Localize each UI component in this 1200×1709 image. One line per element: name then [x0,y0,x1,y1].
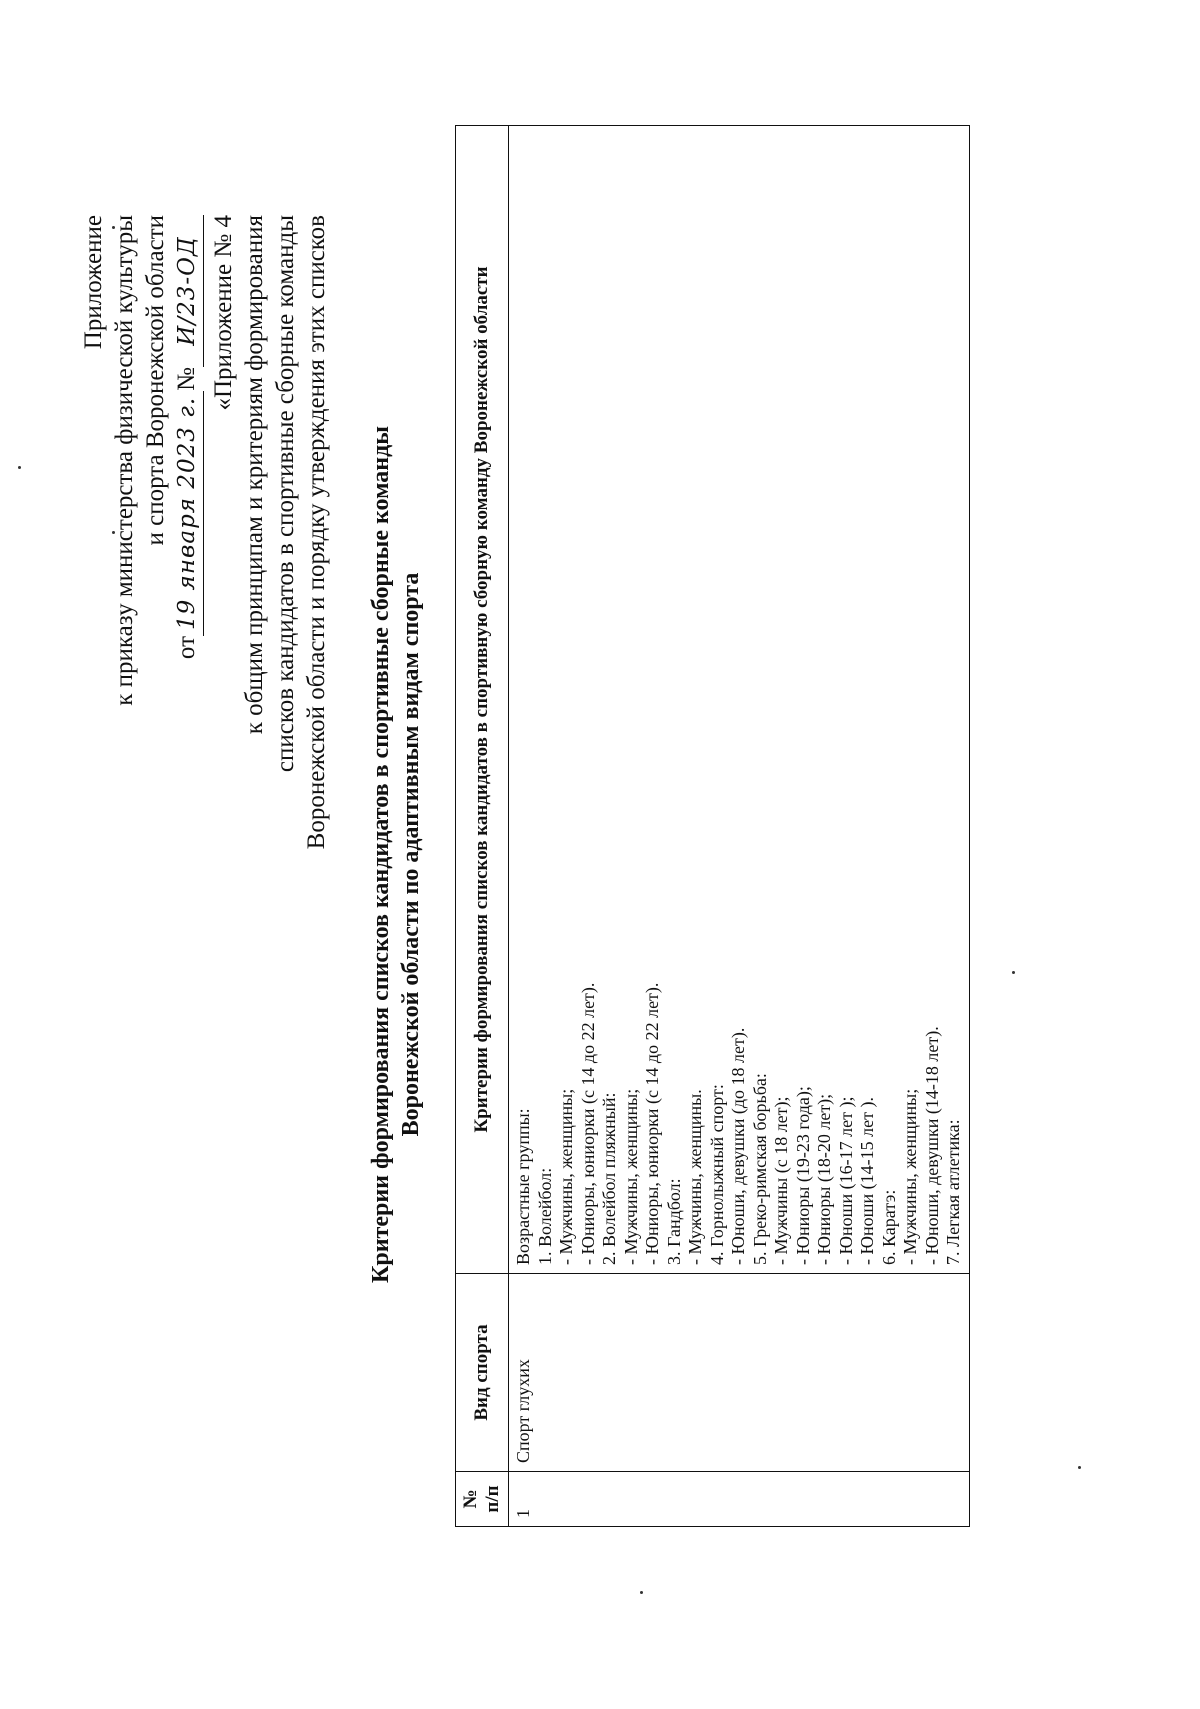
order-header [78,215,204,706]
title-line-2: Воронежской области по адаптивным видам спорта [398,572,424,1137]
date-line [171,215,204,706]
number-label: № [173,367,200,391]
header-title: Приложение [80,215,107,350]
criteria-line: - Юноши, девушки (14-18 лет). [921,1026,942,1265]
criteria-line: - Мужчины, женщины. [685,1089,705,1265]
row-criteria [509,126,970,1274]
header-sport: Вид спорта [456,1274,509,1472]
criteria-line: - Юноши (14-15 лет ). [857,1097,877,1265]
document-title [366,0,426,1709]
criteria-line: - Юноши (16-17 лет ); [835,1096,856,1265]
criteria-line: 1. Волейбол: [534,1167,555,1265]
criteria-line: - Юноши, девушки (до 18 лет). [728,1027,748,1265]
row-sport: Спорт глухих [509,1274,970,1472]
criteria-line: - Юниоры, юниорки (с 14 до 22 лет). [642,982,662,1265]
table-header-row [456,126,509,1527]
criteria-line: - Юниоры, юниорки (с 14 до 22 лет). [577,982,598,1265]
criteria-line: - Юниоры (18-20 лет); [814,1093,834,1265]
row-number: 1 [509,1472,970,1527]
criteria-line: - Мужчины, женщины; [900,1088,920,1265]
scan-speck [1012,971,1015,974]
appendix-line-1: к общим принципам и критериям формирования [241,215,268,735]
scan-speck [1078,1466,1081,1469]
criteria-line: - Юниоры (19-23 года); [792,1086,813,1265]
criteria-line: 7. Легкая атлетика: [943,1119,963,1265]
criteria-line: - Мужчины, женщины; [556,1088,576,1265]
appendix-line-3: Воронежской области и порядку утверждения этих списков [303,215,330,850]
criteria-line: 6. Каратэ: [878,1189,899,1265]
handwritten-date: 19 января 2023 г. [172,391,204,636]
criteria-line: Возрастные группы: [513,1108,533,1265]
appendix-title: «Приложение № 4 [210,215,237,411]
appendix-line-2: списков кандидатов в спортивные сборные команды [272,215,299,773]
criteria-line: 2. Волейбол пляжный: [599,1092,619,1265]
criteria-line: 4. Горнолыжный спорт: [706,1084,727,1265]
table-row [509,126,970,1527]
header-criteria: Критерии формирования списков кандидатов в спортивную сборную команду Воронежской области [456,126,509,1274]
title-line-1: Критерии формирования списков кандидатов в спортивные сборные команды [368,426,394,1284]
criteria-table [455,125,970,1527]
criteria-line: - Мужчины (с 18 лет); [771,1096,791,1265]
scan-speck [640,1591,643,1594]
appendix-block [208,215,332,849]
criteria-line: 5. Греко-римская борьба: [749,1073,770,1265]
criteria-line: - Мужчины, женщины; [620,1088,641,1265]
header-line-2: и спорта Воронежской области [142,215,169,546]
date-prefix: от [173,635,200,660]
scan-speck [18,466,21,469]
handwritten-number: И/23-ОД [172,215,204,367]
header-number: № п/п [456,1472,509,1527]
header-line-1: к приказу министерства физической культуры [111,215,138,706]
criteria-line: 3. Гандбол: [663,1178,684,1265]
